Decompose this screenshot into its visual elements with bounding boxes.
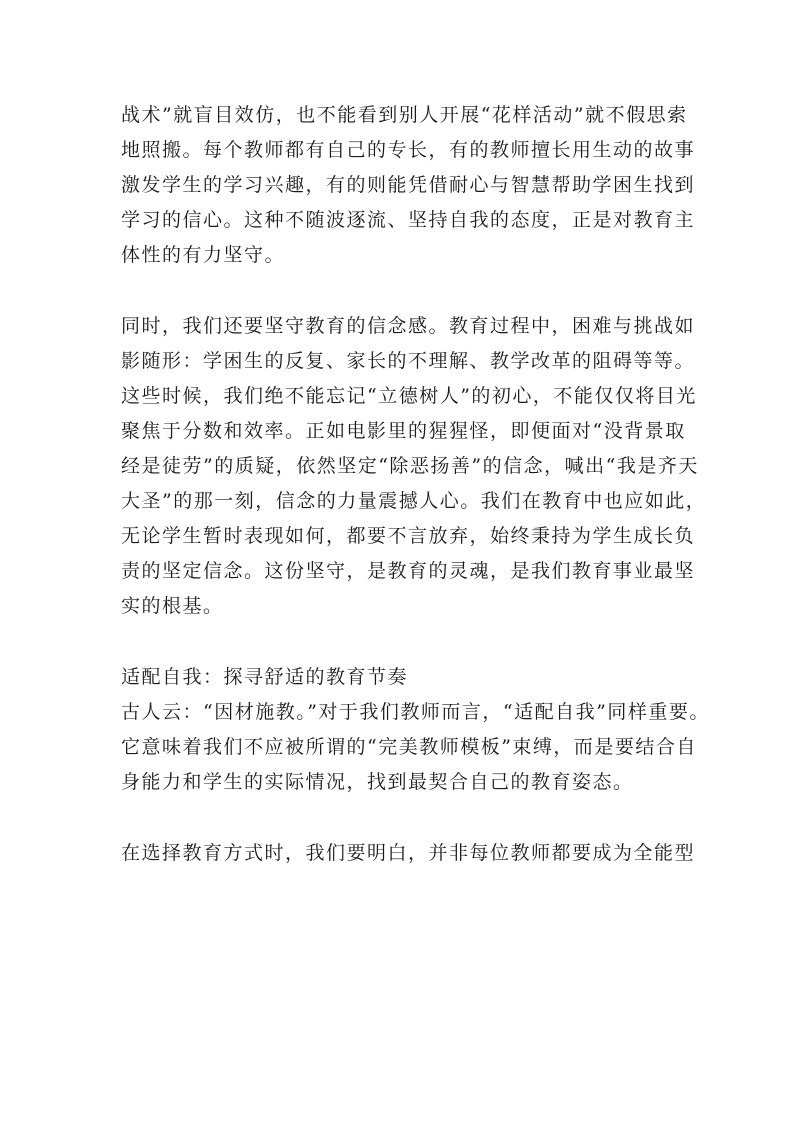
text-line: 战术”就盲目效仿，也不能看到别人开展“花样活动”就不假思索 xyxy=(121,104,688,126)
text-line: 无论学生暂时表现如何，都要不言放弃，始终秉持为学生成长负 xyxy=(121,525,696,547)
text-line: 这些时候，我们绝不能忘记“立德树人”的初心，不能仅仅将目光 xyxy=(121,385,697,407)
section-heading: 适配自我：探寻舒适的教育节奏 xyxy=(121,666,409,688)
text-line: 聚焦于分数和效率。正如电影里的猩猩怪，即便面对“没背景取 xyxy=(121,420,686,442)
document-body xyxy=(121,98,710,871)
text-line: 地照搬。每个教师都有自己的专长，有的教师擅长用生动的故事 xyxy=(121,139,696,161)
text-line: 同时，我们还要坚守教育的信念感。教育过程中，困难与挑战如 xyxy=(121,315,696,337)
paragraph-spacer xyxy=(121,273,681,309)
text-line: 实的根基。 xyxy=(121,595,224,617)
text-line: 体性的有力坚守。 xyxy=(121,244,286,266)
text-line: 大圣”的那一刻，信念的力量震撼人心。我们在教育中也应如此， xyxy=(121,490,707,512)
paragraph-3 xyxy=(121,695,710,800)
paragraph-spacer xyxy=(121,800,681,836)
text-line: 经是徒劳”的质疑，依然坚定“除恶扬善”的信念，喊出“我是齐天 xyxy=(121,455,699,477)
text-line: 责的坚定信念。这份坚守，是教育的灵魂，是我们教育事业最坚 xyxy=(121,560,696,582)
paragraph-2 xyxy=(121,309,707,624)
text-line: 在选择教育方式时，我们要明白，并非每位教师都要成为全能型 xyxy=(121,842,696,864)
text-line: 它意味着我们不应被所谓的“完美教师模板”束缚，而是要结合自 xyxy=(121,736,697,758)
text-line: 影随形：学困生的反复、家长的不理解、教学改革的阻碍等等。 xyxy=(121,350,696,372)
paragraph-1 xyxy=(121,98,696,273)
text-line: 古人云：“因材施教。”对于我们教师而言，“适配自我”同样重要。 xyxy=(121,701,710,723)
text-line: 身能力和学生的实际情况，找到最契合自己的教育姿态。 xyxy=(121,771,634,793)
text-line: 学习的信心。这种不随波逐流、坚持自我的态度，正是对教育主 xyxy=(121,209,696,231)
paragraph-4 xyxy=(121,836,696,871)
paragraph-spacer xyxy=(121,624,681,660)
text-line: 激发学生的学习兴趣，有的则能凭借耐心与智慧帮助学困生找到 xyxy=(121,174,696,196)
